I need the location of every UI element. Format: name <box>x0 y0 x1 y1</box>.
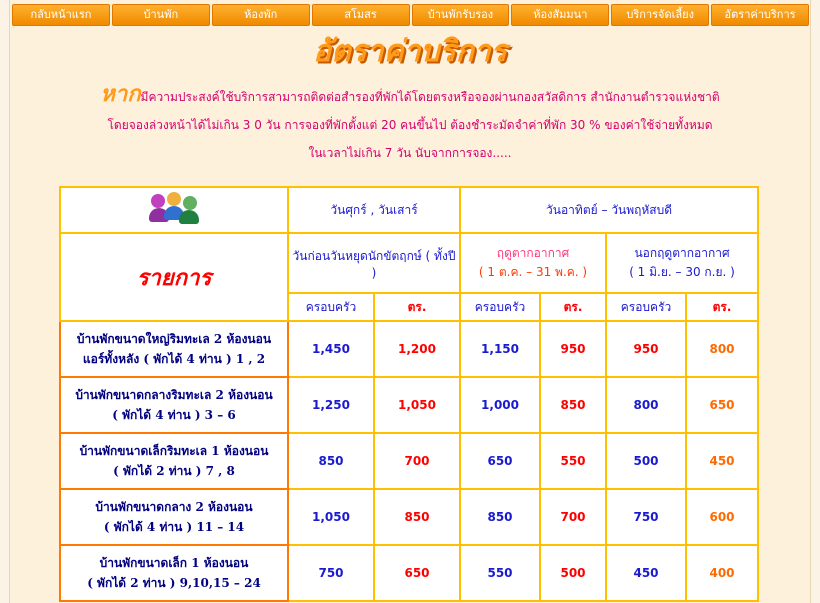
price-cell: 500 <box>540 545 606 601</box>
price-cell: 600 <box>686 489 758 545</box>
intro-line-1 <box>60 80 760 111</box>
nav-seminar-button[interactable]: ห้องสัมมนา <box>511 4 609 26</box>
price-cell: 400 <box>686 545 758 601</box>
nav-houses-button[interactable]: บ้านพัก <box>112 4 210 26</box>
off-season-header <box>606 233 758 293</box>
holiday-eve-header: วันก่อนวันหยุดนักขัตฤกษ์ ( ทั้งปี ) <box>288 233 460 293</box>
row-label-line-1: บ้านพักขนาดกลางริมทะเล 2 ห้องนอน <box>75 388 273 402</box>
price-cell: 1,150 <box>460 321 540 377</box>
row-label <box>60 433 288 489</box>
col-police-3: ตร. <box>686 293 758 321</box>
row-label-line-2: ( พักได้ 4 ท่าน ) 3 – 6 <box>112 408 236 422</box>
price-cell: 850 <box>540 377 606 433</box>
users-group-icon <box>149 192 199 226</box>
col-family-1: ครอบครัว <box>288 293 374 321</box>
page-title: อัตราค่าบริการ <box>313 34 507 69</box>
price-cell: 1,250 <box>288 377 374 433</box>
price-cell: 750 <box>606 489 686 545</box>
table-row <box>60 433 758 489</box>
table-row <box>60 489 758 545</box>
price-cell: 750 <box>288 545 374 601</box>
price-cell: 700 <box>540 489 606 545</box>
table-header-row-2 <box>60 233 758 293</box>
col-family-3: ครอบครัว <box>606 293 686 321</box>
price-cell: 450 <box>686 433 758 489</box>
nav-guesthouse-button[interactable]: บ้านพักรับรอง <box>412 4 510 26</box>
price-cell: 700 <box>374 433 460 489</box>
price-cell: 650 <box>374 545 460 601</box>
header-weekday: วันอาทิตย์ – วันพฤหัสบดี <box>460 187 758 233</box>
right-frame-border <box>810 0 820 603</box>
left-frame-border <box>0 0 10 603</box>
col-police-1: ตร. <box>374 293 460 321</box>
price-cell: 950 <box>540 321 606 377</box>
col-police-2: ตร. <box>540 293 606 321</box>
price-cell: 500 <box>606 433 686 489</box>
intro-line-1-text: มีความประสงค์ใช้บริการสามารถติดต่อสำรองที่พักได้โดยตรงหรือจองผ่านกองสวัสดิการ สำนักงานตำรวจแห่งชาติ <box>140 90 720 104</box>
intro-line-2: โดยจองล่วงหน้าได้ไม่เกิน 3 0 วัน การจองที่พักตั้งแต่ 20 คนขึ้นไป ต้องชำระมัดจำค่าที่พัก 30 % ของค่าใช้จ่ายทั้งหมด <box>107 118 713 132</box>
row-label-line-2: ( พักได้ 2 ท่าน ) 7 , 8 <box>113 464 235 478</box>
nav-rates-button[interactable]: อัตราค่าบริการ <box>711 4 809 26</box>
in-season-header <box>460 233 606 293</box>
col-family-2: ครอบครัว <box>460 293 540 321</box>
in-season-title: ฤดูตากอากาศ <box>496 246 570 260</box>
intro-lead: หาก <box>100 81 141 107</box>
row-label <box>60 545 288 601</box>
row-label <box>60 489 288 545</box>
price-cell: 1,200 <box>374 321 460 377</box>
price-cell: 550 <box>540 433 606 489</box>
price-cell: 850 <box>288 433 374 489</box>
table-row <box>60 321 758 377</box>
row-label-line-2: ( พักได้ 2 ท่าน ) 9,10,15 – 24 <box>87 576 261 590</box>
table-row <box>60 377 758 433</box>
top-navigation <box>12 4 809 26</box>
table-row <box>60 545 758 601</box>
intro-text <box>60 80 760 167</box>
off-season-title: นอกฤดูตากอากาศ <box>634 246 730 260</box>
nav-rooms-button[interactable]: ห้องพัก <box>212 4 310 26</box>
price-cell: 650 <box>460 433 540 489</box>
item-column-header: รายการ <box>60 233 288 321</box>
table-header-row-1 <box>60 187 758 233</box>
row-label-line-2: ( พักได้ 4 ท่าน ) 11 – 14 <box>103 520 245 534</box>
row-label <box>60 377 288 433</box>
row-label-line-1: บ้านพักขนาดเล็ก 1 ห้องนอน <box>99 556 249 570</box>
rate-table-wrapper <box>59 186 757 602</box>
price-cell: 800 <box>606 377 686 433</box>
price-cell: 850 <box>374 489 460 545</box>
row-label-line-2: แอร์ทั้งหลัง ( พักได้ 4 ท่าน ) 1 , 2 <box>82 352 266 366</box>
price-cell: 1,050 <box>288 489 374 545</box>
price-cell: 550 <box>460 545 540 601</box>
users-icon-cell <box>60 187 288 233</box>
price-cell: 800 <box>686 321 758 377</box>
price-cell: 850 <box>460 489 540 545</box>
row-label-line-1: บ้านพักขนาดใหญ่ริมทะเล 2 ห้องนอน <box>76 332 272 346</box>
price-cell: 650 <box>686 377 758 433</box>
price-cell: 1,450 <box>288 321 374 377</box>
price-cell: 950 <box>606 321 686 377</box>
price-cell: 1,000 <box>460 377 540 433</box>
nav-home-button[interactable]: กลับหน้าแรก <box>12 4 110 26</box>
in-season-range: ( 1 ต.ค. – 31 พ.ค. ) <box>478 265 588 279</box>
price-cell: 1,050 <box>374 377 460 433</box>
header-weekend: วันศุกร์ , วันเสาร์ <box>288 187 460 233</box>
rate-table <box>59 186 759 602</box>
intro-line-3: ในเวลาไม่เกิน 7 วัน นับจากการจอง..... <box>308 146 512 160</box>
row-label-line-1: บ้านพักขนาดเล็กริมทะเล 1 ห้องนอน <box>79 444 269 458</box>
off-season-range: ( 1 มิ.ย. – 30 ก.ย. ) <box>629 265 735 279</box>
nav-catering-button[interactable]: บริการจัดเลี้ยง <box>611 4 709 26</box>
price-cell: 450 <box>606 545 686 601</box>
nav-club-button[interactable]: สโมสร <box>312 4 410 26</box>
row-label <box>60 321 288 377</box>
row-label-line-1: บ้านพักขนาดกลาง 2 ห้องนอน <box>95 500 253 514</box>
